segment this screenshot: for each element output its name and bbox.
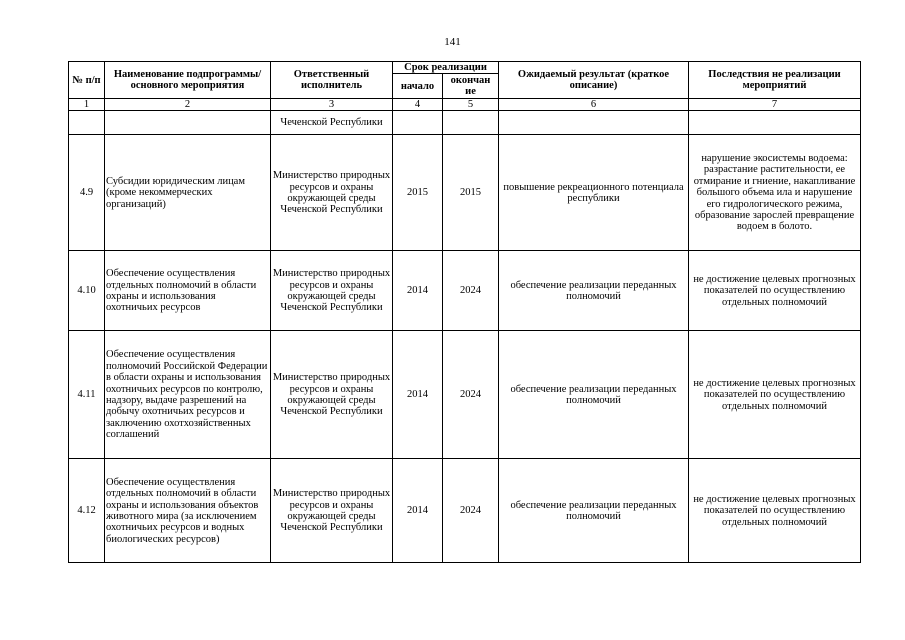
row-consequences <box>689 111 861 135</box>
row-result: обеспечение реализации переданных полномочий <box>499 331 689 459</box>
row-result <box>499 111 689 135</box>
table-row <box>69 459 861 563</box>
row-responsible: Министерство природных ресурсов и охраны окружающей среды Чеченской Республики <box>271 331 393 459</box>
header-number: № п/п <box>69 62 105 99</box>
row-start: 2014 <box>393 459 443 563</box>
column-numbers-row <box>69 99 861 111</box>
row-end: 2024 <box>443 331 499 459</box>
header-responsible: Ответственный исполнитель <box>271 62 393 99</box>
row-result: обеспечение реализации переданных полномочий <box>499 251 689 331</box>
row-end: 2015 <box>443 135 499 251</box>
header-period: Срок реализации <box>393 62 499 74</box>
table-row <box>69 111 861 135</box>
row-number: 4.12 <box>69 459 105 563</box>
row-responsible: Министерство природных ресурсов и охраны окружающей среды Чеченской Республики <box>271 459 393 563</box>
row-responsible: Министерство природных ресурсов и охраны окружающей среды Чеченской Республики <box>271 251 393 331</box>
row-name <box>105 111 271 135</box>
row-consequences: не достижение целевых прогнозных показателей по осуществлению отдельных полномочий <box>689 459 861 563</box>
row-start: 2015 <box>393 135 443 251</box>
row-start: 2014 <box>393 251 443 331</box>
row-name: Обеспечение осуществления полномочий Российской Федерации в области охраны и использования охотничьих ресурсов по контролю, надзору, выдаче разрешений на добычу охотничьих ресурсов и заключению охотхозяйственных соглашений <box>105 331 271 459</box>
row-start: 2014 <box>393 331 443 459</box>
row-number: 4.10 <box>69 251 105 331</box>
row-consequences: не достижение целевых прогнозных показателей по осуществлению отдельных полномочий <box>689 331 861 459</box>
column-number: 5 <box>443 99 499 111</box>
column-number: 3 <box>271 99 393 111</box>
header-result: Ожидаемый результат (краткое описание) <box>499 62 689 99</box>
header-start: начало <box>393 74 443 99</box>
row-number: 4.11 <box>69 331 105 459</box>
column-number: 2 <box>105 99 271 111</box>
header-end: окончан ие <box>443 74 499 99</box>
header-consequences: Последствия не реализации мероприятий <box>689 62 861 99</box>
row-responsible: Министерство природных ресурсов и охраны окружающей среды Чеченской Республики <box>271 135 393 251</box>
page-number: 141 <box>444 36 461 48</box>
row-consequences: нарушение экосистемы водоема: разрастание растительности, ее отмирание и гниение, накапливание большого объема ила и нарушение его гидрологического режима, образование зарослей превращение водоем в болото. <box>689 135 861 251</box>
header-name: Наименование подпрограммы/ основного мероприятия <box>105 62 271 99</box>
column-number: 4 <box>393 99 443 111</box>
table-row <box>69 135 861 251</box>
row-number <box>69 111 105 135</box>
table-row <box>69 331 861 459</box>
column-number: 1 <box>69 99 105 111</box>
row-end: 2024 <box>443 251 499 331</box>
row-name: Обеспечение осуществления отдельных полномочий в области охраны и использования охотничьих ресурсов <box>105 251 271 331</box>
column-number: 6 <box>499 99 689 111</box>
row-responsible: Чеченской Республики <box>271 111 393 135</box>
row-number: 4.9 <box>69 135 105 251</box>
row-name: Обеспечение осуществления отдельных полномочий в области охраны и использования объектов животного мира (за исключением охотничьих ресурсов и водных биологических ресурсов) <box>105 459 271 563</box>
row-end: 2024 <box>443 459 499 563</box>
column-number: 7 <box>689 99 861 111</box>
row-start <box>393 111 443 135</box>
row-name: Субсидии юридическим лицам (кроме некоммерческих организаций) <box>105 135 271 251</box>
row-result: повышение рекреационного потенциала республики <box>499 135 689 251</box>
row-consequences: не достижение целевых прогнозных показателей по осуществлению отдельных полномочий <box>689 251 861 331</box>
table-row <box>69 251 861 331</box>
program-activities-table <box>68 61 861 563</box>
row-end <box>443 111 499 135</box>
row-result: обеспечение реализации переданных полномочий <box>499 459 689 563</box>
